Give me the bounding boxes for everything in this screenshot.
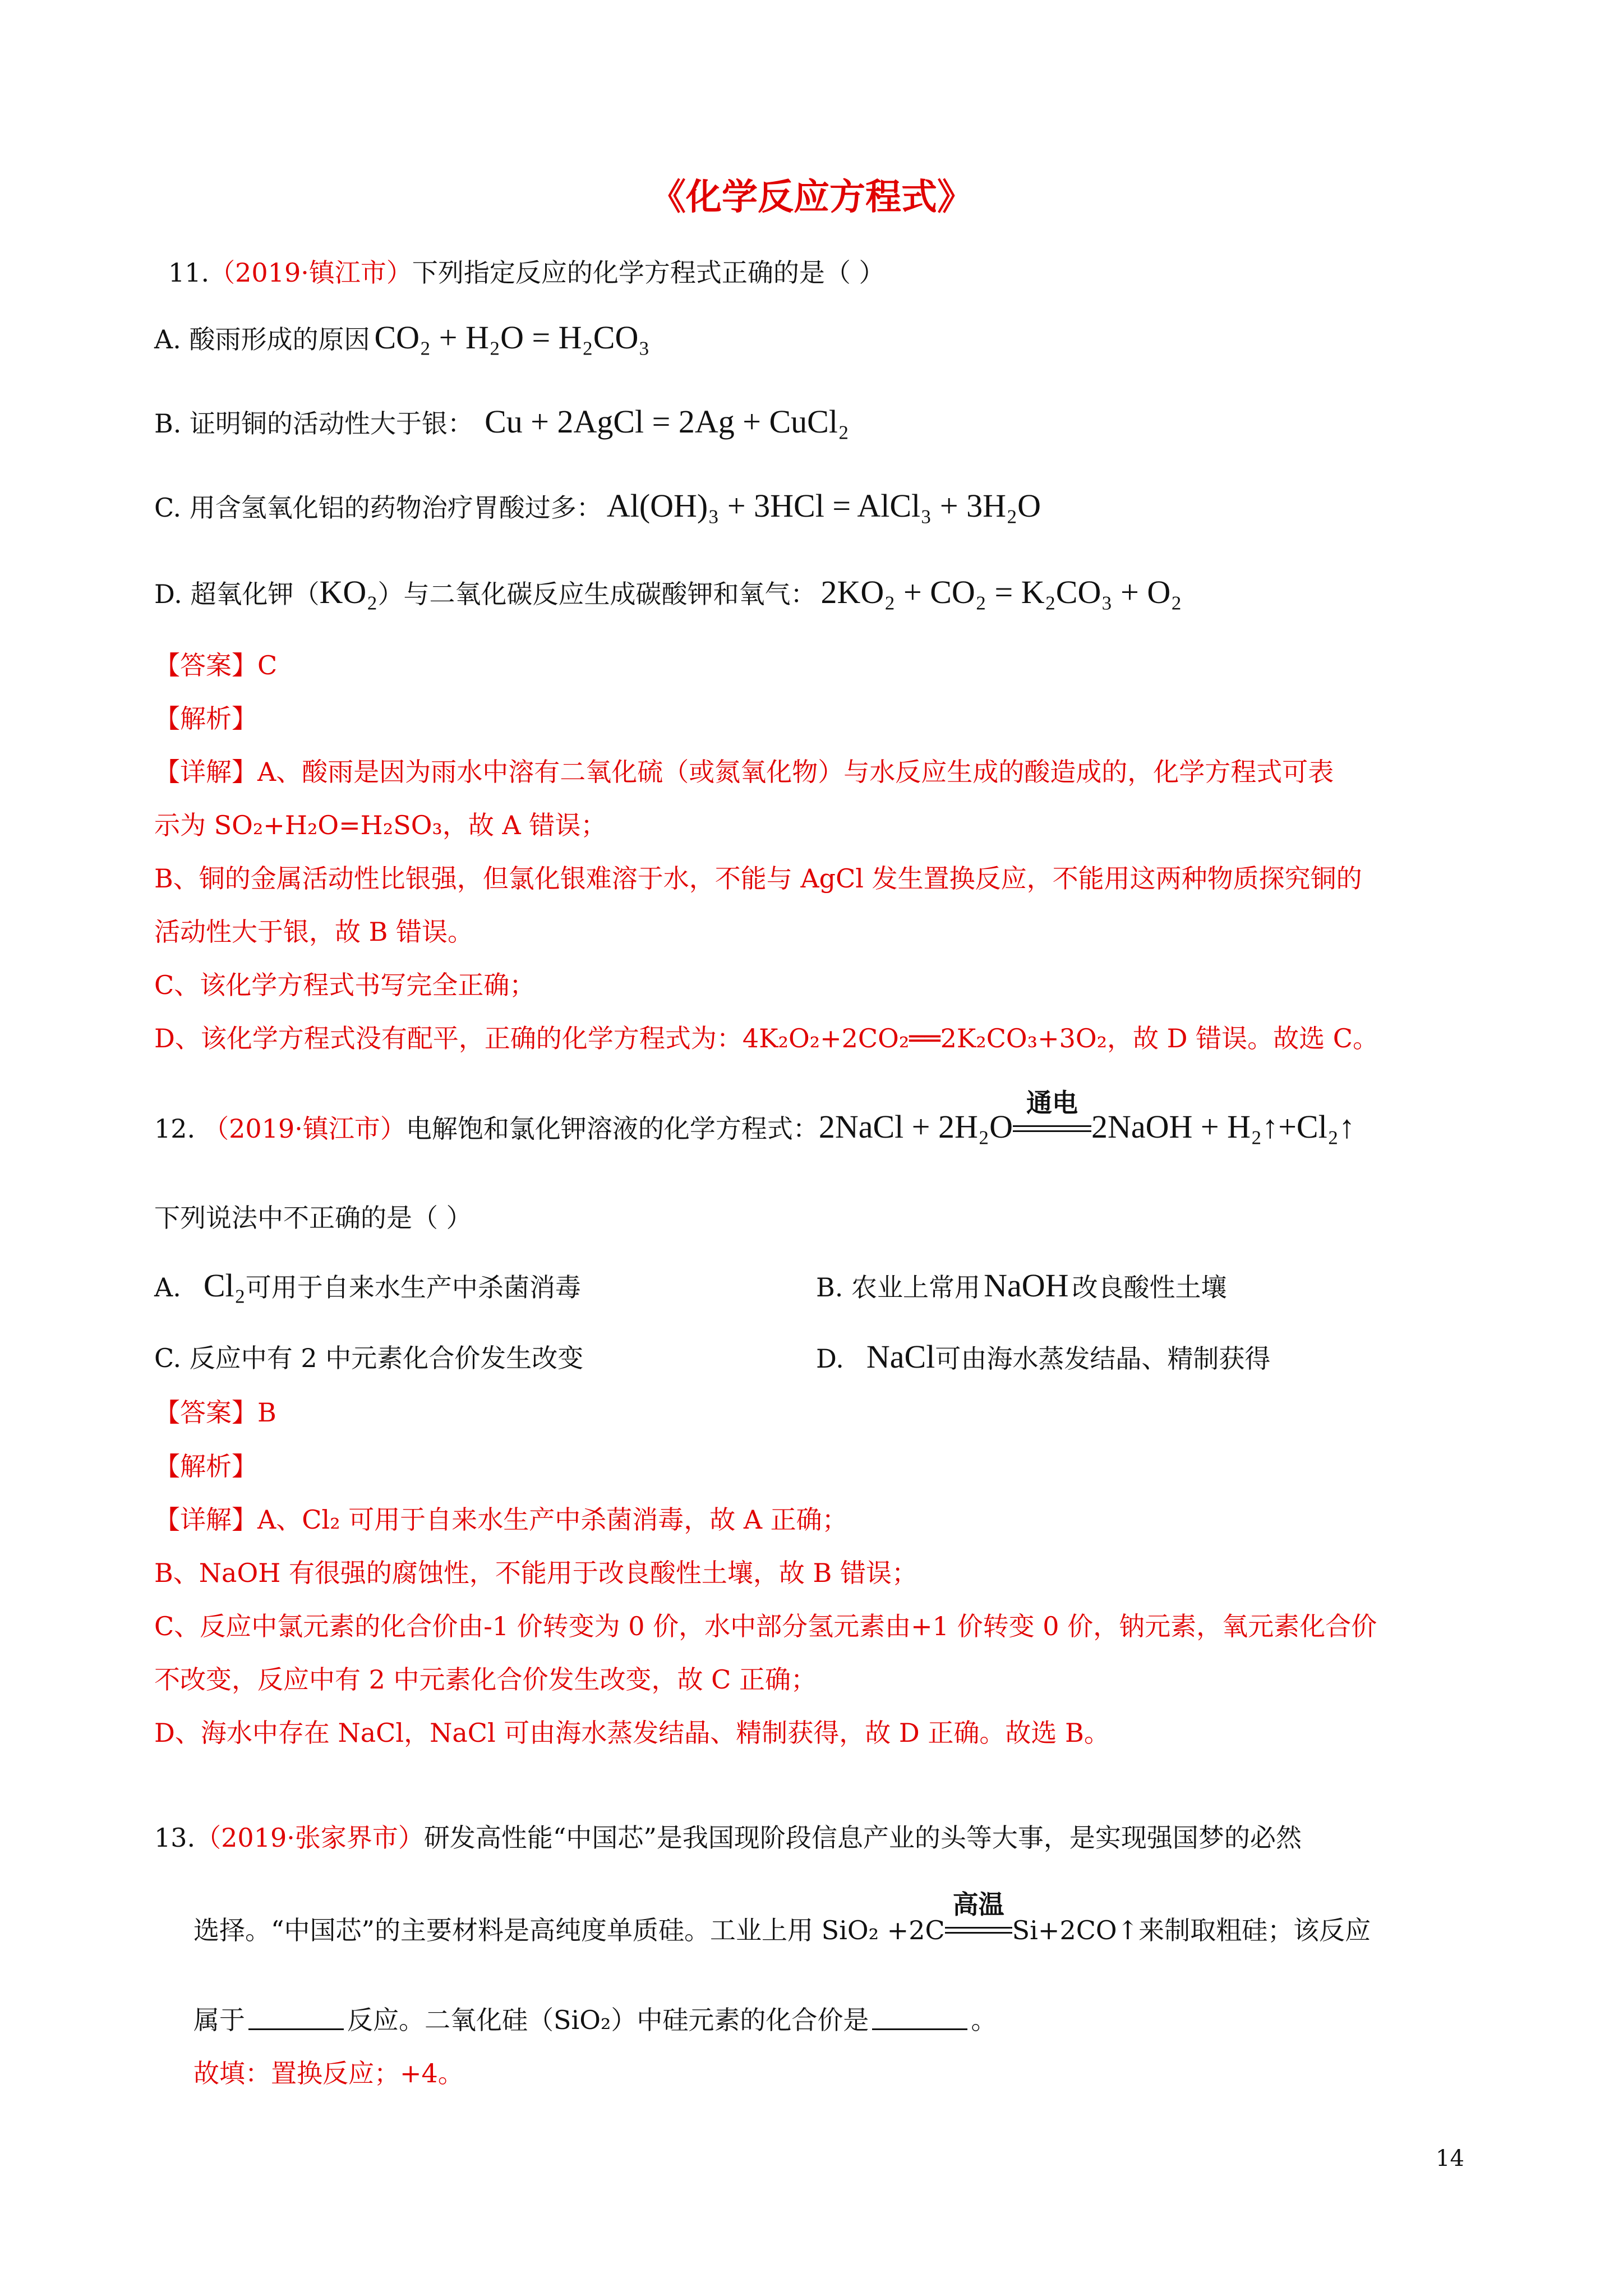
q12-condition-arrow	[1013, 1088, 1091, 1145]
q12-number: 12.	[154, 1114, 196, 1144]
q12-stem-2: 下列说法中不正确的是（ ）	[154, 1203, 472, 1233]
q13-stem-line-1	[154, 1818, 1302, 1855]
q13-stem-1: 研发高性能“中国芯”是我国现阶段信息产业的头等大事，是实现强国梦的必然	[423, 1823, 1302, 1853]
q13-stem-3c: 。	[971, 2005, 997, 2035]
q12-detail-line-1: 【详解】A、Cl₂ 可用于自来水生产中杀菌消毒，故 A 正确；	[154, 1504, 848, 1535]
q11-option-d	[154, 573, 1182, 611]
q12-detail-line-4: 不改变，反应中有 2 中元素化合价发生改变，故 C 正确；	[154, 1664, 817, 1695]
q12-equation-right: 2NaOH + H₂↑+Cl₂↑	[1091, 1108, 1355, 1145]
q13-blank-2[interactable]	[872, 2009, 967, 2030]
q11-detail-line-5: C、该化学方程式书写完全正确；	[154, 970, 536, 1000]
q12-option-a-chem: Cl₂	[203, 1267, 246, 1304]
q13-blank-1[interactable]	[248, 2009, 344, 2030]
q11-answer: 【答案】C	[154, 650, 278, 680]
q11-option-c-text: C. 用含氢氧化铝的药物治疗胃酸过多：	[154, 493, 602, 523]
q11-option-d-text2: ）与二氧化碳反应生成碳酸钾和氧气：	[377, 579, 817, 609]
q13-stem-3a: 属于	[193, 2005, 245, 2035]
q12-option-c: C. 反应中有 2 中元素化合价发生改变	[154, 1343, 584, 1373]
q12-option-d-chem: NaCl	[866, 1338, 935, 1375]
q11-option-d-text1: D. 超氧化钾（	[154, 579, 320, 609]
q11-option-a-text: A. 酸雨形成的原因	[154, 324, 370, 355]
q11-detail-line-4: 活动性大于银，故 B 错误。	[154, 917, 474, 947]
q11-number: 11.	[168, 257, 210, 288]
q11-detail-line-1: 【详解】A、酸雨是因为雨水中溶有二氧化硫（或氮氧化物）与水反应生成的酸造成的，化学方程式可表	[154, 757, 1334, 787]
q12-stem-line	[154, 1088, 1355, 1145]
page-title: 《化学反应方程式》	[650, 177, 973, 218]
q11-option-d-equation: 2KO₂ + CO₂ = K₂CO₃ + O₂	[820, 574, 1182, 610]
q11-option-c-equation: Al(OH)₃ + 3HCl = AlCl₃ + 3H₂O	[606, 487, 1041, 524]
q11-detail-line-2: 示为 SO₂+H₂O=H₂SO₃，故 A 错误；	[154, 810, 607, 840]
q11-stem-line	[168, 252, 884, 289]
q11-option-b-equation: Cu + 2AgCl = 2Ag + CuCl₂	[485, 403, 850, 440]
q13-stem-3b: 反应。二氧化硅（SiO₂）中硅元素的化合价是	[347, 2005, 869, 2035]
q12-detail-line-5: D、海水中存在 NaCl，NaCl 可由海水蒸发结晶、精制获得，故 D 正确。故选 B。	[154, 1718, 1110, 1748]
q13-stem-2a: 选择。“中国芯”的主要材料是高纯度单质硅。工业上用 SiO₂ +2C	[193, 1915, 945, 1945]
q12-equation-left: 2NaCl + 2H₂O	[818, 1108, 1013, 1145]
q12-option-a	[154, 1267, 581, 1304]
q11-stem: 下列指定反应的化学方程式正确的是（ ）	[412, 257, 885, 288]
q12-option-b-label: B. 农业上常用	[816, 1272, 981, 1303]
q12-option-b-text: 改良酸性土壤	[1072, 1272, 1227, 1303]
q11-source: （2019·镇江市）	[209, 257, 412, 288]
q11-option-d-ko2: KO₂	[319, 574, 378, 610]
q12-option-b-chem: NaOH	[984, 1267, 1069, 1304]
q11-option-a-equation: CO₂ + H₂O = H₂CO₃	[374, 319, 650, 356]
q12-stem: 电解饱和氯化钾溶液的化学方程式：	[405, 1114, 819, 1144]
q11-detail-line-6: D、该化学方程式没有配平，正确的化学方程式为：4K₂O₂+2CO₂══2K₂CO₃+3O₂，故 D 错误。故选 C。	[154, 1023, 1378, 1053]
q13-stem-2b: Si+2CO↑来制取粗硅；该反应	[1012, 1915, 1371, 1945]
q13-number: 13.	[154, 1823, 196, 1853]
q11-option-a	[154, 319, 650, 356]
q12-answer: 【答案】B	[154, 1397, 276, 1428]
q11-option-b-text: B. 证明铜的活动性大于银：	[154, 408, 474, 439]
q13-answer: 故填：置换反应；+4。	[193, 2058, 464, 2088]
q12-option-d	[816, 1338, 1270, 1375]
q13-stem-line-2	[193, 1889, 1371, 1947]
q12-detail-line-2: B、NaOH 有很强的腐蚀性，不能用于改良酸性土壤，故 B 错误；	[154, 1558, 917, 1588]
q11-analysis-heading: 【解析】	[154, 703, 257, 734]
q12-option-b	[816, 1267, 1227, 1304]
q12-analysis-heading: 【解析】	[154, 1451, 257, 1481]
q12-condition: 通电	[1026, 1088, 1078, 1118]
page-number: 14	[1436, 2146, 1464, 2171]
q13-condition-arrow	[945, 1889, 1012, 1947]
q12-source: （2019·镇江市）	[203, 1114, 406, 1144]
q12-detail-line-3: C、反应中氯元素的化合价由-1 价转变为 0 价，水中部分氢元素由+1 价转变 0 价，钠元素，氧元素化合价	[154, 1611, 1377, 1641]
q12-option-a-text: 可用于自来水生产中杀菌消毒	[245, 1272, 581, 1303]
q11-option-b	[154, 403, 849, 440]
q13-condition: 高温	[952, 1889, 1004, 1920]
q11-option-c	[154, 487, 1041, 524]
q11-detail-line-3: B、铜的金属活动性比银强，但氯化银难溶于水，不能与 AgCl 发生置换反应，不能用这两种物质探究铜的	[154, 863, 1362, 894]
q13-source: （2019·张家界市）	[195, 1823, 424, 1853]
q12-option-a-label: A.	[154, 1272, 181, 1303]
q12-option-d-text: 可由海水蒸发结晶、精制获得	[935, 1343, 1271, 1374]
q13-stem-line-3	[193, 2000, 997, 2037]
q12-option-d-label: D.	[816, 1343, 844, 1374]
